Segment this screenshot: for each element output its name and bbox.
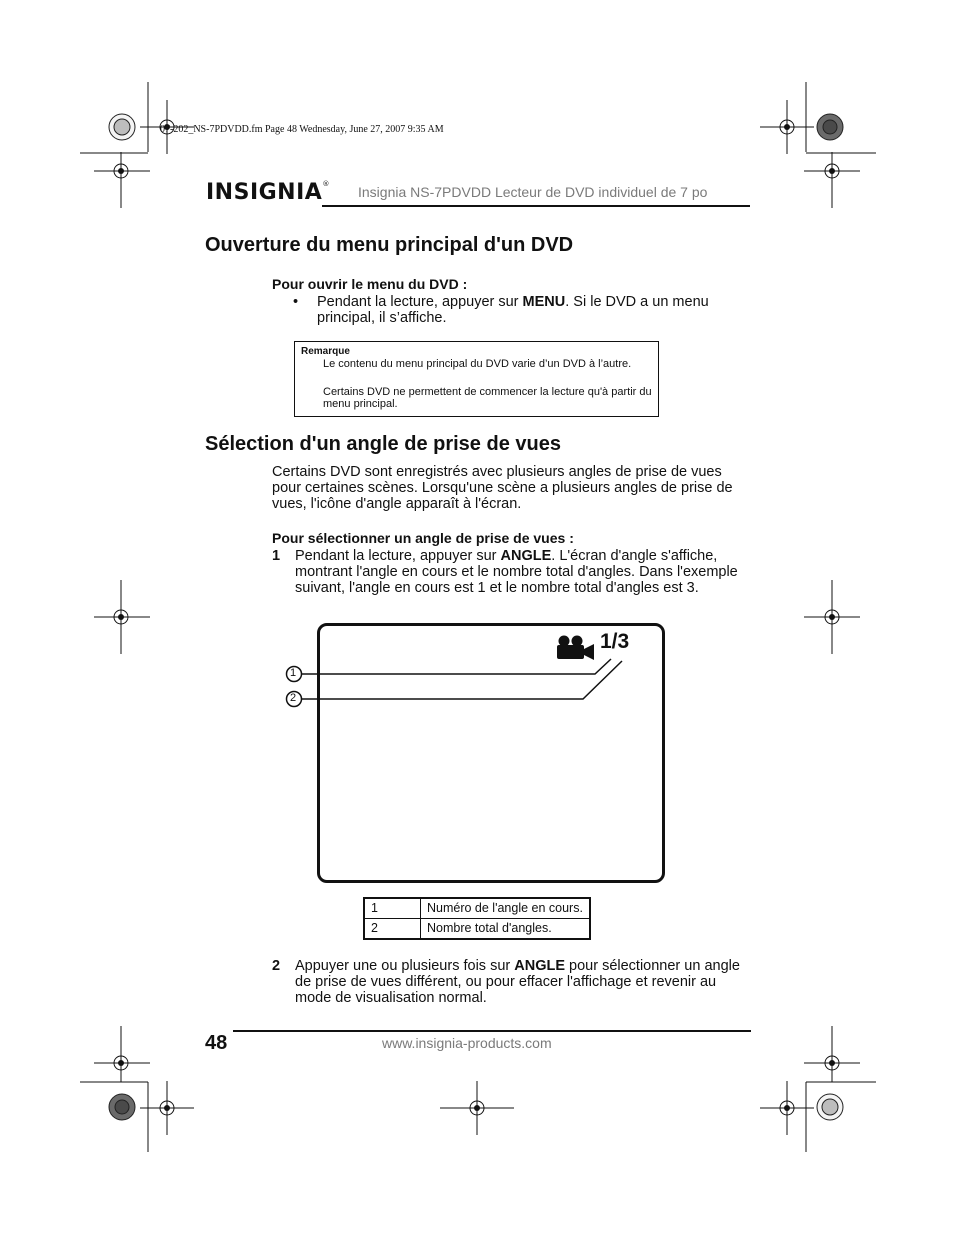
footer-url: www.insignia-products.com bbox=[382, 1035, 552, 1051]
key-angle: ANGLE bbox=[500, 548, 552, 564]
logo-registered-mark: ® bbox=[322, 180, 330, 188]
note-label: Remarque bbox=[301, 346, 350, 357]
legend-text: Numéro de l'angle en cours. bbox=[421, 898, 591, 919]
key-menu: MENU bbox=[522, 294, 566, 310]
procedure-title-main-menu: Pour ouvrir le menu du DVD : bbox=[272, 276, 468, 292]
step-1-text-after: . L'écran d'angle s'affiche, montrant l'angle en cours et le nombre total d'angles. Dans l'exemple suivant, l'angle en cours est 1 et le nombre total d'angles est 3. bbox=[295, 548, 738, 596]
camera-angle-icon bbox=[557, 636, 594, 661]
step-2-text-before: Appuyer une ou plusieurs fois sur bbox=[295, 958, 515, 974]
step-2-text bbox=[295, 959, 750, 1006]
callout-1-label: 1 bbox=[290, 667, 297, 679]
callout-legend-table bbox=[363, 897, 591, 940]
procedure-title-camera-angle: Pour sélectionner un angle de prise de vues : bbox=[272, 530, 574, 546]
table-row bbox=[364, 898, 590, 919]
callout-2-label: 2 bbox=[290, 692, 297, 704]
step-1-text-before: Pendant la lecture, appuyer sur bbox=[295, 548, 501, 564]
bullet-icon: • bbox=[293, 294, 299, 310]
note-line-1: Le contenu du menu principal du DVD varie d’un DVD à l’autre. bbox=[323, 358, 632, 370]
step-2-text-after: pour sélectionner un angle de prise de vues différent, ou pour effacer l'affichage et revenir au mode de visualisation normal. bbox=[295, 958, 740, 1006]
angle-display: 1/3 bbox=[600, 630, 630, 653]
key-angle-2: ANGLE bbox=[514, 958, 565, 974]
header-title: Insignia NS-7PDVDD Lecteur de DVD individuel de 7 po bbox=[358, 184, 708, 200]
logo-text: INSIGNIA bbox=[206, 180, 323, 205]
step-2-number: 2 bbox=[272, 958, 281, 974]
legend-num: 1 bbox=[364, 898, 421, 919]
file-metadata: 07-202_NS-7PDVDD.fm Page 48 Wednesday, June 27, 2007 9:35 AM bbox=[160, 124, 444, 135]
bullet-text-after: . Si le DVD a un menu principal, il s’affiche. bbox=[317, 294, 709, 326]
bullet-text-before: Pendant la lecture, appuyer sur bbox=[317, 294, 523, 310]
note-line-2: Certains DVD ne permettent de commencer la lecture qu'à partir du menu principal. bbox=[323, 386, 652, 410]
legend-num: 2 bbox=[364, 919, 421, 940]
page-number: 48 bbox=[205, 1032, 228, 1054]
step-1-number: 1 bbox=[272, 548, 281, 564]
intro-paragraph: Certains DVD sont enregistrés avec plusieurs angles de prise de vues pour certaines scènes. Lorsqu'une scène a plusieurs angles de prise de vues, l'icône d'angle apparaît à l'écran. bbox=[272, 464, 733, 512]
legend-text: Nombre total d'angles. bbox=[421, 919, 591, 940]
section-heading-camera-angle: Sélection d'un angle de prise de vues bbox=[205, 433, 561, 455]
footer-rule bbox=[233, 1030, 751, 1032]
table-row bbox=[364, 919, 590, 940]
section-heading-main-menu: Ouverture du menu principal d'un DVD bbox=[205, 234, 574, 256]
